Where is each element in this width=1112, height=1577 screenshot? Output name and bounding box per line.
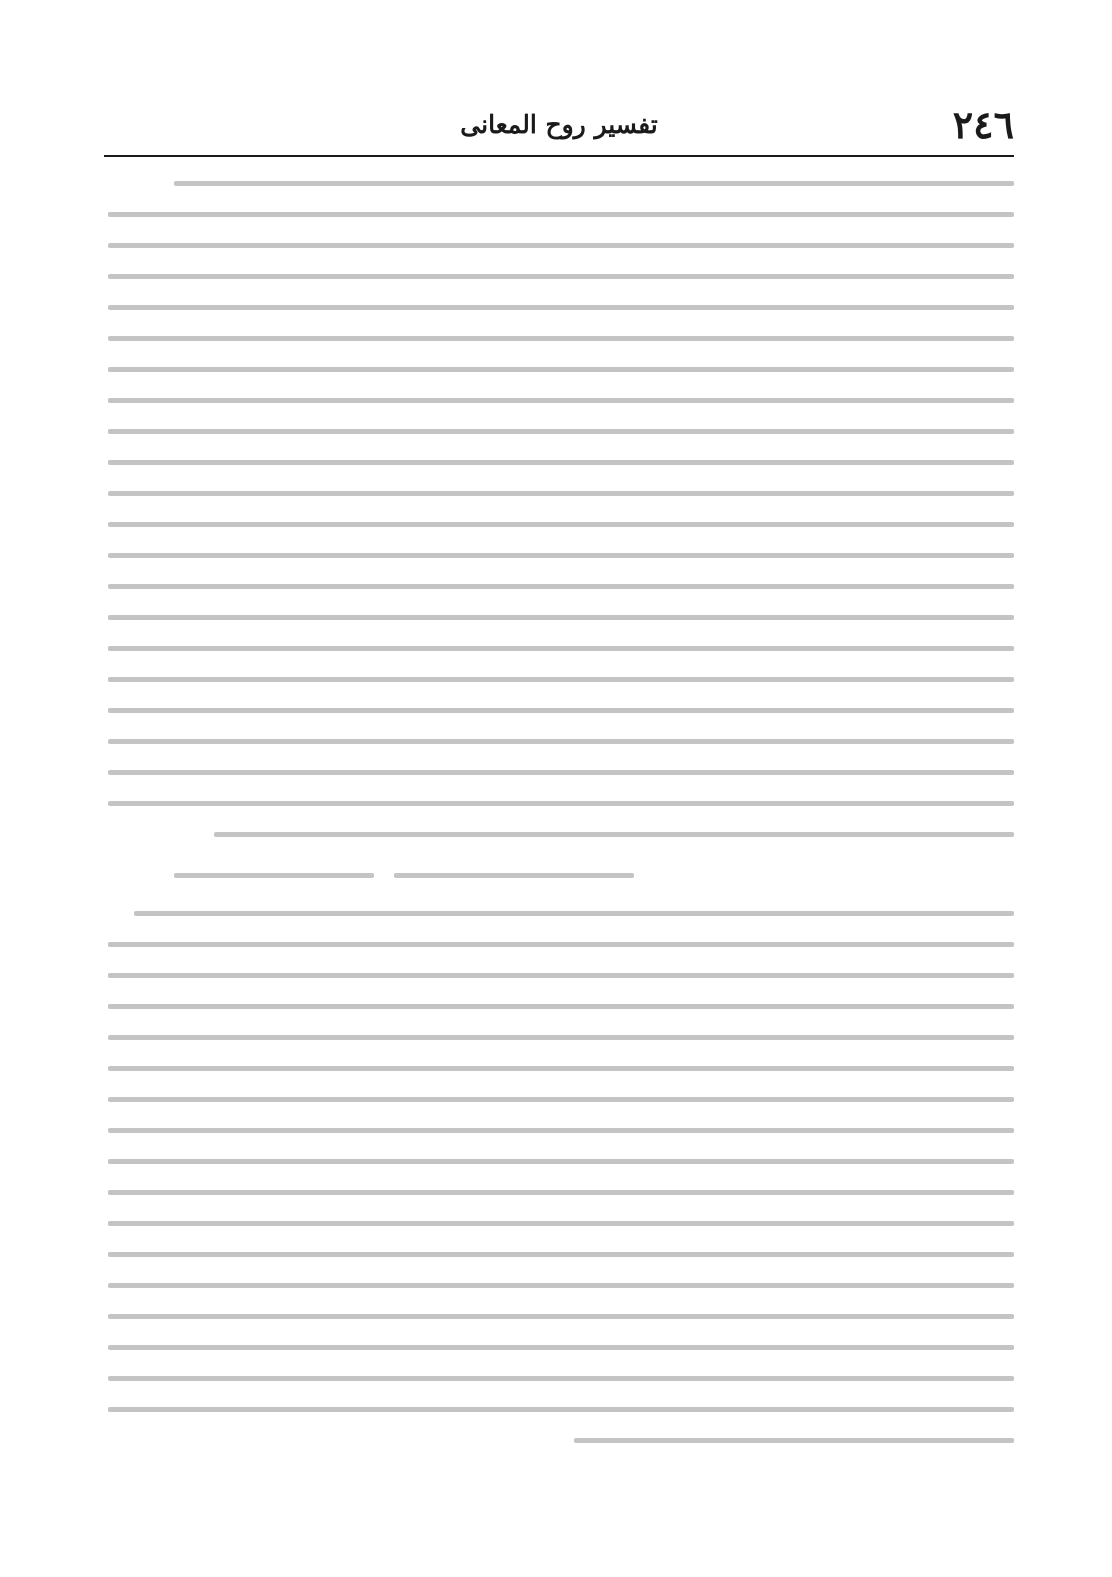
text-line xyxy=(108,677,1014,682)
text-line xyxy=(108,708,1014,713)
header-rule xyxy=(104,155,1014,157)
text-line xyxy=(108,305,1014,310)
text-line xyxy=(108,1159,1014,1164)
text-line xyxy=(108,973,1014,978)
text-line xyxy=(108,1128,1014,1133)
page-number: ٢٤٦ xyxy=(952,102,1014,147)
text-line xyxy=(108,460,1014,465)
text-line xyxy=(108,1221,1014,1226)
verse-hemistich xyxy=(174,873,374,878)
text-line xyxy=(214,832,1014,837)
text-line xyxy=(108,1097,1014,1102)
text-line xyxy=(108,942,1014,947)
text-line xyxy=(108,522,1014,527)
text-line xyxy=(108,429,1014,434)
verse-hemistich xyxy=(394,873,634,878)
text-line xyxy=(108,243,1014,248)
text-line xyxy=(108,1035,1014,1040)
text-line xyxy=(108,615,1014,620)
page-header xyxy=(104,96,1014,154)
text-line xyxy=(108,491,1014,496)
text-line xyxy=(108,398,1014,403)
text-line xyxy=(108,739,1014,744)
text-line xyxy=(108,1190,1014,1195)
text-line xyxy=(108,1066,1014,1071)
text-line xyxy=(174,181,1014,186)
text-line xyxy=(108,646,1014,651)
text-line xyxy=(108,1345,1014,1350)
text-line xyxy=(108,1252,1014,1257)
body-text xyxy=(104,167,1014,1467)
text-line xyxy=(108,1407,1014,1412)
text-line xyxy=(108,553,1014,558)
text-line xyxy=(108,1283,1014,1288)
text-line xyxy=(574,1438,1014,1443)
text-line xyxy=(108,212,1014,217)
text-line xyxy=(108,1314,1014,1319)
text-line xyxy=(108,336,1014,341)
text-line xyxy=(108,1376,1014,1381)
text-line xyxy=(108,584,1014,589)
text-line xyxy=(108,1004,1014,1009)
text-line xyxy=(134,911,1014,916)
text-line xyxy=(108,770,1014,775)
text-line xyxy=(108,801,1014,806)
text-line xyxy=(108,274,1014,279)
running-title: تفسير روح المعانى xyxy=(460,110,658,139)
text-line xyxy=(108,367,1014,372)
